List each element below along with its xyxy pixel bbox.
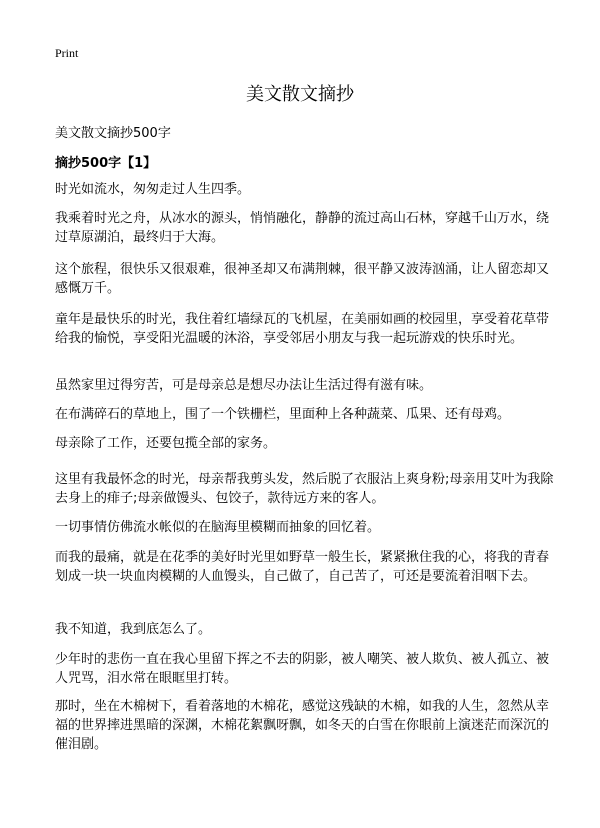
paragraph: 在布满碎石的草地上，围了一个铁栅栏，里面种上各种蔬菜、瓜果、还有母鸡。 <box>55 407 511 422</box>
paragraph: 一切事情仿佛流水帐似的在脑海里模糊而抽象的回忆着。 <box>55 520 381 535</box>
paragraph: 那时，坐在木棉树下，看着落地的木棉花，感觉这残缺的木棉，如我的人生，忽然从幸福的世界摔进黑暗的深渊，木棉花絮飘呀飘，如冬天的白雪在你眼前上演迷茫而深沉的催泪剧。 <box>55 699 550 752</box>
paragraph: 童年是最快乐的时光，我住着红墙绿瓦的飞机屋，在美丽如画的校园里，享受着花草带给我的愉悦，享受阳光温暖的沐浴，享受邻居小朋友与我一起玩游戏的快乐时光。 <box>55 312 550 346</box>
paragraph: 这里有我最怀念的时光，母亲帮我剪头发，然后脱了衣服沾上爽身粉;母亲用艾叶为我除去身上的痱子;母亲做馒头、包饺子，款待远方来的客人。 <box>55 472 554 506</box>
article-subtitle: 美文散文摘抄500字 <box>55 126 171 141</box>
paragraph: 少年时的悲伤一直在我心里留下挥之不去的阴影，被人嘲笑、被人欺负、被人孤立、被人咒骂，泪水常在眼眶里打转。 <box>55 652 550 686</box>
paragraph: 我乘着时光之舟，从冰水的源头，悄悄融化，静静的流过高山石林，穿越千山万水，绕过草原湖泊，最终归于大海。 <box>55 211 550 245</box>
paragraph: 母亲除了工作，还要包揽全部的家务。 <box>55 436 277 451</box>
paragraph: 虽然家里过得穷苦，可是母亲总是想尽办法让生活过得有滋有味。 <box>55 378 433 393</box>
print-label[interactable]: Print <box>55 46 79 60</box>
section-heading: 摘抄500字【1】 <box>55 156 157 171</box>
paragraph: 而我的最痛，就是在花季的美好时光里如野草一般生长，紧紧揪住我的心，将我的青春划成一块一块血肉模糊的人血馒头，自己做了，自己苦了，可还是要流着泪咽下去。 <box>55 550 550 584</box>
page-title: 美文散文摘抄 <box>246 84 354 105</box>
paragraph: 我不知道，我到底怎么了。 <box>55 622 212 637</box>
paragraph: 这个旅程，很快乐又很艰难，很神圣却又布满荆棘，很平静又波涛汹涌，让人留恋却又感慨万千。 <box>55 262 550 296</box>
paragraph: 时光如流水，匆匆走过人生四季。 <box>55 182 251 197</box>
